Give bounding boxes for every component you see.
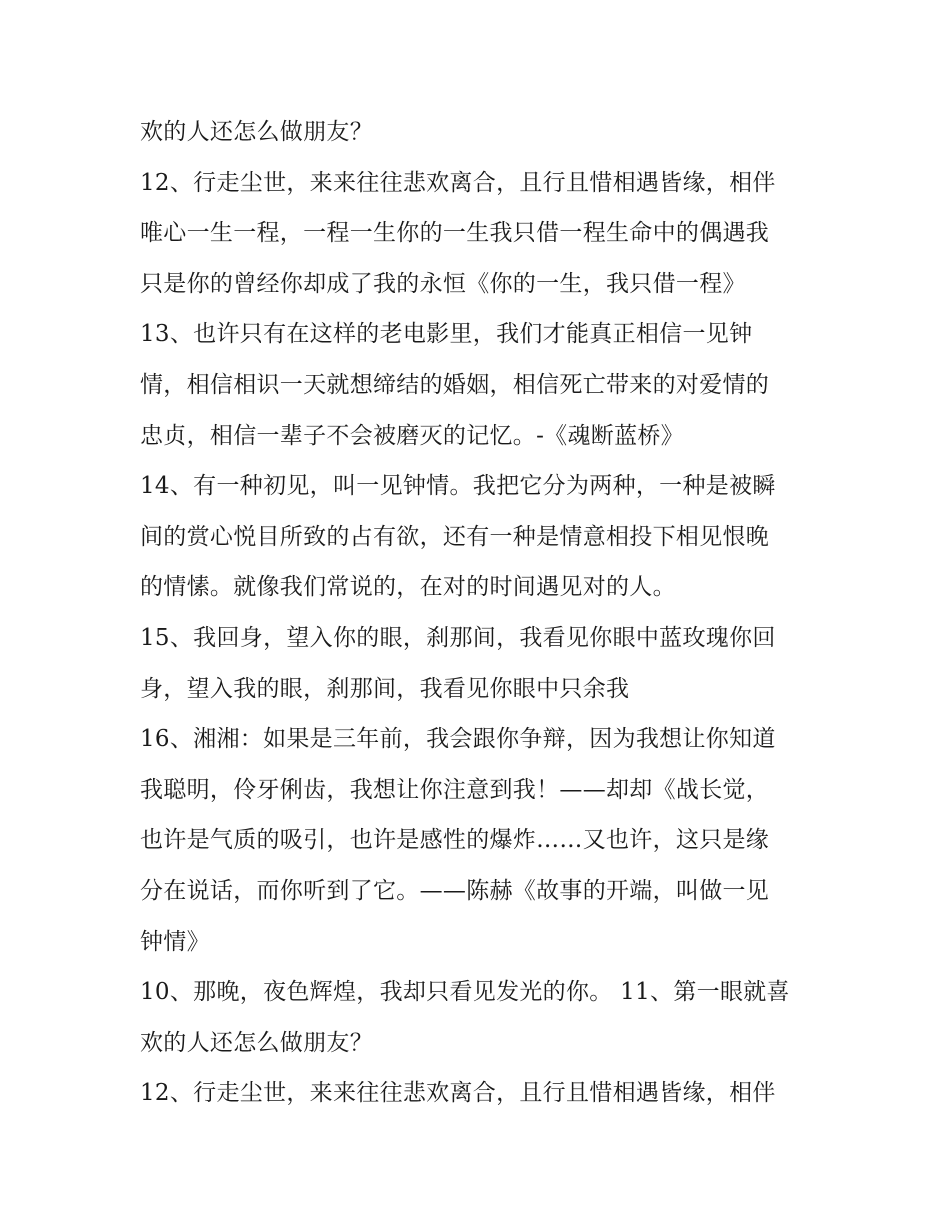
text-line: 12、行走尘世，来来往往悲欢离合，且行且惜相遇皆缘，相伴 [140, 1080, 776, 1107]
text-line: 间的赏心悦目所致的占有欲，还有一种是情意相投下相见恨晚 [140, 523, 770, 550]
text-line: 只是你的曾经你却成了我的永恒《你的一生，我只借一程》 [140, 270, 746, 297]
text-line: 忠贞，相信一辈子不会被磨灭的记忆。-《魂断蓝桥》 [140, 422, 684, 449]
text-line: 身，望入我的眼，刹那间，我看见你眼中只余我 [140, 675, 630, 702]
document-body [140, 107, 820, 1119]
text-line: 欢的人还怎么做朋友？ [140, 119, 373, 145]
text-line: 14、有一种初见，叫一见钟情。我把它分为两种，一种是被瞬 [140, 473, 776, 500]
text-line: 也许是气质的吸引，也许是感性的爆炸……又也许，这只是缘 [140, 827, 770, 854]
text-line: 10、那晚，夜色辉煌，我却只看见发光的你。 11、第一眼就喜 [140, 979, 790, 1006]
text-line: 16、湘湘：如果是三年前，我会跟你争辩，因为我想让你知道 [140, 726, 776, 753]
text-line: 12、行走尘世，来来往往悲欢离合，且行且惜相遇皆缘，相伴 [140, 169, 776, 196]
text-line: 我聪明，伶牙俐齿，我想让你注意到我！——却却《战长觉， [140, 776, 770, 803]
text-line: 15、我回身，望入你的眼，刹那间，我看见你眼中蓝玫瑰你回 [140, 624, 776, 651]
text-line: 分在说话，而你听到了它。——陈赫《故事的开端，叫做一见 [140, 877, 770, 904]
text-line: 唯心一生一程，一程一生你的一生我只借一程生命中的偶遇我 [140, 220, 770, 247]
text-line: 13、也许只有在这样的老电影里，我们才能真正相信一见钟 [140, 321, 753, 348]
text-line: 情，相信相识一天就想缔结的婚姻，相信死亡带来的对爱情的 [140, 371, 770, 398]
text-line: 钟情》 [140, 928, 210, 955]
text-line: 欢的人还怎么做朋友？ [140, 1029, 373, 1056]
text-line: 的情愫。就像我们常说的，在对的时间遇见对的人。 [140, 574, 676, 601]
